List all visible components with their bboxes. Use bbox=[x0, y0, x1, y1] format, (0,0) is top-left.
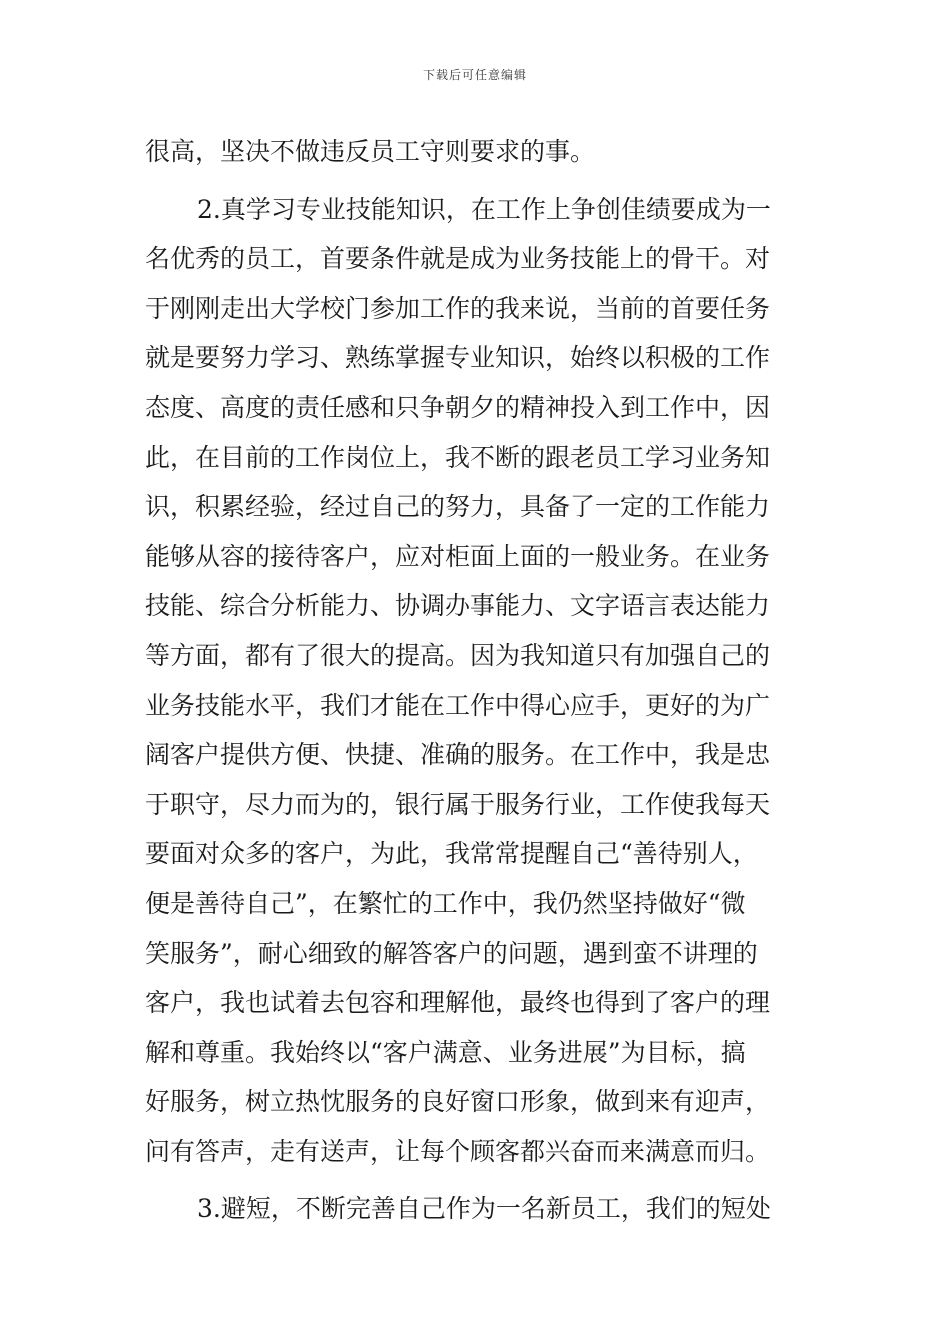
text-line: 等方面，都有了很大的提高。因为我知道只有加强自己的 bbox=[145, 640, 771, 670]
page-header: 下载后可任意编辑 bbox=[422, 68, 527, 82]
paragraph-2 bbox=[145, 185, 810, 1177]
text-line: 好服务，树立热忱服务的良好窗口形象，做到来有迎声， bbox=[145, 1087, 771, 1117]
text-line: 问有答声，走有送声，让每个顾客都兴奋而来满意而归。 bbox=[145, 1136, 771, 1166]
text-line: 笑服务”，耐心细致的解答客户的问题，遇到蛮不讲理的 bbox=[145, 938, 758, 968]
paragraph-1 bbox=[145, 127, 810, 177]
text-line: 便是善待自己”，在繁忙的工作中，我仍然坚持做好“微 bbox=[145, 888, 746, 918]
text-line: 于职守，尽力而为的，银行属于服务行业，工作使我每天 bbox=[145, 789, 771, 819]
document-body bbox=[145, 127, 810, 1234]
text-line: 要面对众多的客户，为此，我常常提醒自己“善待别人， bbox=[145, 839, 758, 869]
text-line: 此，在目前的工作岗位上，我不断的跟老员工学习业务知 bbox=[145, 442, 771, 472]
paragraph-3 bbox=[145, 1184, 810, 1234]
text-line: 能够从容的接待客户，应对柜面上面的一般业务。在业务 bbox=[145, 541, 771, 571]
text-line: 3.避短，不断完善自己作为一名新员工，我们的短处 bbox=[197, 1194, 771, 1224]
text-line: 于刚刚走出大学校门参加工作的我来说，当前的首要任务 bbox=[145, 293, 771, 323]
text-line: 阔客户提供方便、快捷、准确的服务。在工作中，我是忠 bbox=[145, 740, 771, 770]
text-line: 解和尊重。我始终以“客户满意、业务进展”为目标，搞 bbox=[145, 1037, 746, 1067]
text-line: 业务技能水平，我们才能在工作中得心应手，更好的为广 bbox=[145, 690, 771, 720]
text-line: 名优秀的员工，首要条件就是成为业务技能上的骨干。对 bbox=[145, 244, 771, 274]
text-line: 客户，我也试着去包容和理解他，最终也得到了客户的理 bbox=[145, 988, 771, 1018]
text-line: 很高，坚决不做违反员工守则要求的事。 bbox=[145, 137, 596, 166]
text-line: 识，积累经验，经过自己的努力，具备了一定的工作能力 bbox=[145, 492, 771, 522]
text-line: 态度、高度的责任感和只争朝夕的精神投入到工作中，因 bbox=[145, 392, 771, 422]
text-line: 就是要努力学习、熟练掌握专业知识，始终以积极的工作 bbox=[145, 343, 771, 373]
text-line: 技能、综合分析能力、协调办事能力、文字语言表达能力 bbox=[145, 591, 771, 621]
text-line: 2.真学习专业技能知识，在工作上争创佳绩要成为一 bbox=[197, 194, 771, 224]
